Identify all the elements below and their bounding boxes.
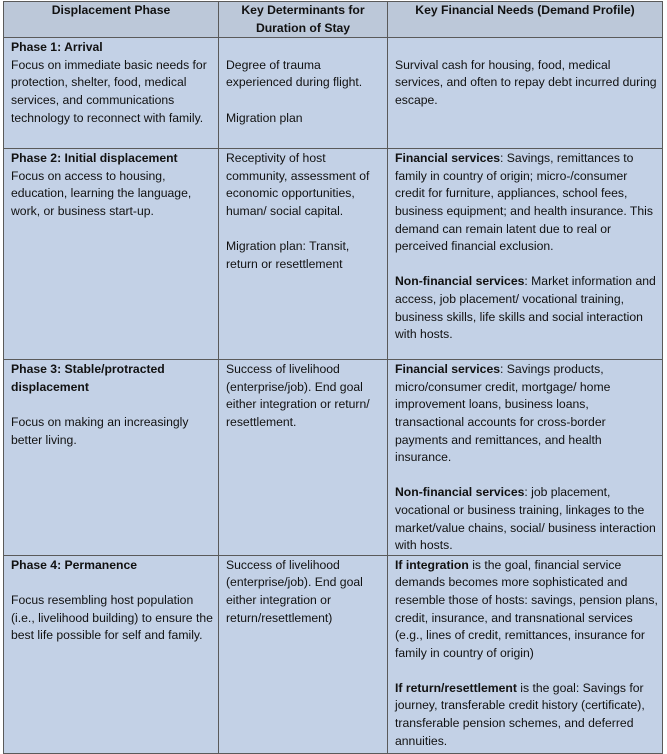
non-financial-services-label: Non-financial services xyxy=(395,274,525,289)
needs-cell xyxy=(388,360,663,556)
needs-cell xyxy=(388,38,663,149)
phase-cell xyxy=(4,555,219,753)
phase-title: Phase 2: Initial displacement xyxy=(11,151,178,166)
integration-text: is the goal, financial service demands becomes more sophisticated and resemble those of hosts: savings, pension plans, credit, insurance, and transnational services (e.g., lines of credit, remittances, insurance for family in country of origin) xyxy=(395,557,658,660)
header-key-determinants: Key Determinants for Duration of Stay xyxy=(219,2,388,38)
financial-services-text: : Savings, remittances to family in country of origin; micro-/consumer credit for furniture, appliances, school fees, business equipment; and health insurance. This demand can remain latent due to real or perceived financial exclusion. xyxy=(395,151,653,254)
integration-label: If integration xyxy=(395,557,469,572)
header-key-financial-needs: Key Financial Needs (Demand Profile) xyxy=(388,2,663,38)
phase-title: Phase 4: Permanence xyxy=(11,557,138,572)
table-row xyxy=(4,555,663,753)
phase-description: Focus resembling host population (i.e., livelihood building) to ensure the best life possible for self and family. xyxy=(11,592,213,643)
phase-title: Phase 1: Arrival xyxy=(11,40,103,55)
phase-cell xyxy=(4,149,219,360)
non-financial-services-text: : Market information and access, job placement/ vocational training, business skills, life skills and social interaction with hosts. xyxy=(395,274,656,342)
phase-title: Phase 3: Stable/protracted displacement xyxy=(11,362,165,394)
header-row xyxy=(4,2,663,38)
determinants-cell xyxy=(219,555,388,753)
phase-description: Focus on immediate basic needs for protection, shelter, food, medical services, and communications technology to reconnect with family. xyxy=(11,57,207,125)
financial-services-text: : Savings products, micro/consumer credit, mortgage/ home improvement loans, business loans, transactional accounts for cross-border payments and remittances, and health insurance. xyxy=(395,362,611,465)
needs-cell xyxy=(388,555,663,753)
table-row xyxy=(4,149,663,360)
determinant-text: Success of livelihood (enterprise/job). End goal either integration or return/resettlement) xyxy=(226,557,363,625)
determinants-cell xyxy=(219,149,388,360)
needs-cell xyxy=(388,149,663,360)
determinant-text: Success of livelihood (enterprise/job). End goal either integration or return/ resettlement. xyxy=(226,362,370,429)
determinants-cell xyxy=(219,360,388,556)
phase-cell xyxy=(4,360,219,556)
financial-services-label: Financial services xyxy=(395,151,501,166)
determinant-text: Degree of trauma experienced during flight. xyxy=(226,57,363,90)
non-financial-services-label: Non-financial services xyxy=(395,485,525,500)
table-row xyxy=(4,38,663,149)
determinant-text: Migration plan xyxy=(226,110,303,125)
needs-text: Survival cash for housing, food, medical services, and often to repay debt incurred during escape. xyxy=(395,57,657,107)
phase-description: Focus on access to housing, education, learning the language, work, or business start-up. xyxy=(11,168,192,218)
financial-services-label: Financial services xyxy=(395,362,501,377)
header-displacement-phase: Displacement Phase xyxy=(4,2,219,38)
determinant-text: Receptivity of host community, assessment of economic opportunities, human/ social capital. xyxy=(226,151,370,218)
determinant-text: Migration plan: Transit, return or resettlement xyxy=(226,239,350,271)
phase-cell xyxy=(4,38,219,149)
return-resettlement-label: If return/resettlement xyxy=(395,680,517,695)
return-resettlement-text: is the goal: Savings for journey, transferable credit history (certificate), transferable pension schemes, and deferred annuities. xyxy=(395,680,645,748)
phase-description: Focus on making an increasingly better living. xyxy=(11,414,189,447)
displacement-phases-table xyxy=(3,1,663,754)
determinants-cell xyxy=(219,38,388,149)
non-financial-services-text: : job placement, vocational or business training, linkages to the market/value chains, social/ business interaction with hosts. xyxy=(395,485,656,553)
table-row xyxy=(4,360,663,556)
